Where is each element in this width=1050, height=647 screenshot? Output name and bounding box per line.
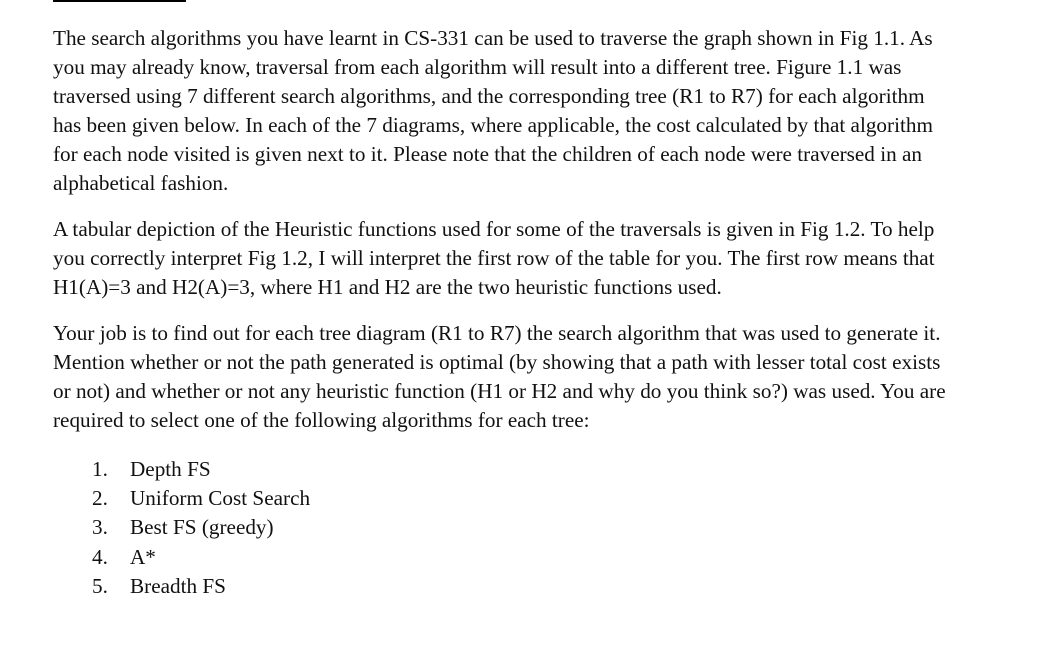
paragraph-task <box>53 319 1043 435</box>
text-line: The search algorithms you have learnt in CS-331 can be used to traverse the graph shown in Fig 1.1. As <box>53 26 933 50</box>
algorithm-item-uniform-cost <box>92 484 1043 513</box>
list-number: 5. <box>92 573 108 598</box>
algorithm-item-best-fs <box>92 513 1043 542</box>
list-number: 4. <box>92 544 108 569</box>
cutoff-heading <box>53 0 453 2</box>
text-line: alphabetical fashion. <box>53 171 229 195</box>
algorithm-item-depth-fs <box>92 455 1043 484</box>
text-line: you may already know, traversal from each algorithm will result into a different tree. Figure 1.1 was <box>53 55 902 79</box>
list-number: 3. <box>92 515 108 540</box>
paragraph-heuristics <box>53 215 1043 302</box>
text-line: for each node visited is given next to it. Please note that the children of each node were traversed in an <box>53 142 922 166</box>
text-line: H1(A)=3 and H2(A)=3, where H1 and H2 are the two heuristic functions used. <box>53 275 722 299</box>
text-line: you correctly interpret Fig 1.2, I will interpret the first row of the table for you. The first row means that <box>53 246 935 270</box>
list-number: 2. <box>92 486 108 511</box>
algorithm-label: Best FS (greedy) <box>130 515 274 540</box>
text-line: or not) and whether or not any heuristic function (H1 or H2 and why do you think so?) was used. You are <box>53 379 946 403</box>
text-line: Mention whether or not the path generated is optimal (by showing that a path with lesser total cost exists <box>53 350 941 374</box>
heading-underline <box>53 0 186 2</box>
algorithm-label: Depth FS <box>130 457 211 481</box>
list-number: 1. <box>92 457 108 481</box>
algorithm-label: Uniform Cost Search <box>130 486 311 511</box>
text-line: A tabular depiction of the Heuristic functions used for some of the traversals is given in Fig 1.2. To help <box>53 217 935 241</box>
algorithm-item-breadth-fs <box>92 572 1043 601</box>
text-line: Your job is to find out for each tree diagram (R1 to R7) the search algorithm that was used to generate it. <box>53 321 941 345</box>
text-line: has been given below. In each of the 7 diagrams, where applicable, the cost calculated by that algorithm <box>53 113 933 137</box>
paragraph-intro <box>53 24 1043 198</box>
algorithm-label: A* <box>130 544 156 569</box>
text-line: traversed using 7 different search algorithms, and the corresponding tree (R1 to R7) for each algorithm <box>53 84 925 108</box>
algorithm-list <box>53 455 1043 601</box>
text-line: required to select one of the following algorithms for each tree: <box>53 408 590 432</box>
document-body <box>53 24 1043 601</box>
algorithm-label: Breadth FS <box>130 573 226 598</box>
algorithm-item-a-star <box>92 543 1043 572</box>
